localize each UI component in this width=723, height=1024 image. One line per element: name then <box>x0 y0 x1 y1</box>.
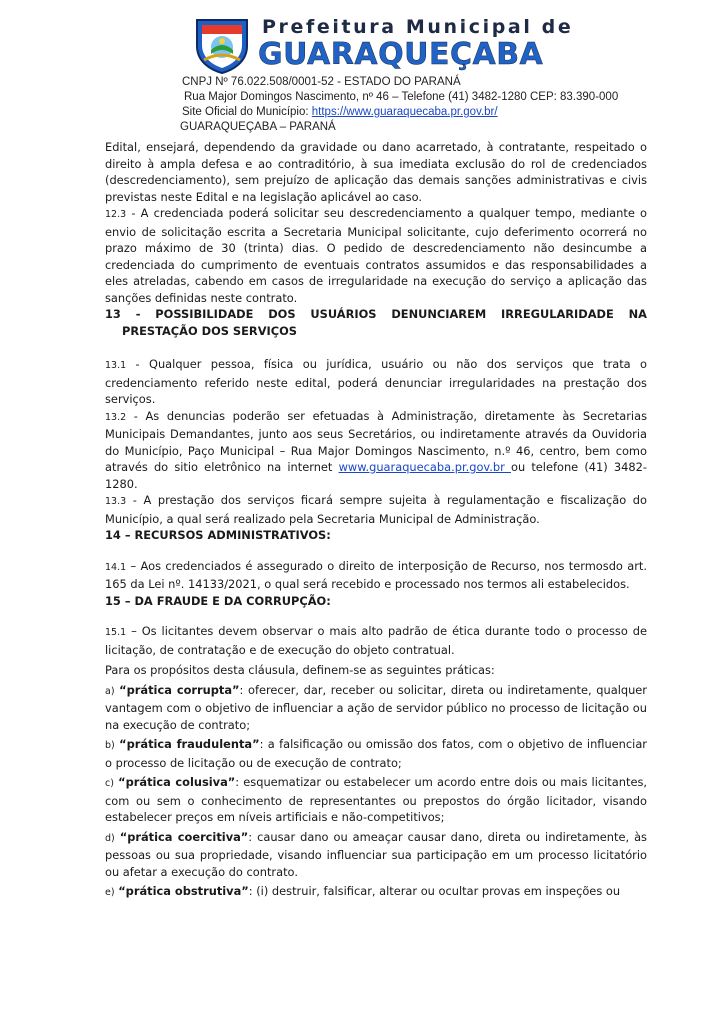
paragraph-13-2 <box>105 408 647 493</box>
section-heading-15: 15 – DA FRAUDE E DA CORRUPÇÃO: <box>105 593 331 608</box>
paragraph-12-3 <box>105 205 647 306</box>
item-text: : (i) destruir, falsificar, alterar ou ocultar provas em inspeções ou <box>248 884 621 898</box>
municipal-website-link[interactable]: www.guaraquecaba.pr.gov.br <box>338 460 511 474</box>
paragraph-14-1 <box>105 558 647 593</box>
item-letter: d) <box>105 832 115 844</box>
header-site-label: Site Oficial do Município: <box>182 106 312 118</box>
paragraph-15-1 <box>105 623 647 658</box>
header-title-line1: Prefeitura Municipal de <box>262 16 574 38</box>
list-item <box>105 883 647 902</box>
clause-number: 13.2 <box>105 411 127 423</box>
item-text: : causar dano ou ameaçar causar dano, direta ou indiretamente, às pessoas ou sua propriedade, visando influenciar sua participação em um processo licitatório ou afetar a execução do contrato. <box>105 829 647 879</box>
clause-text-tail: ou telefone (41) 3482- 1280. <box>105 460 647 491</box>
item-text: : esquematizar ou estabelecer um acordo entre dois ou mais licitantes, com ou sem o conhecimento de representantes ou prepostos do órgão licitador, visando estabelecer preços em níveis artificiais e não-competitivos; <box>105 775 648 824</box>
clause-text: - Qualquer pessoa, física ou jurídica, usuário ou não dos serviços que trata o credenciamento referido neste edital, poderá denunciar irregularidades na prestação dos serviços. <box>105 357 647 406</box>
header-address: Rua Major Domingos Nascimento, nº 46 – Telefone (41) 3482-1280 CEP: 83.390-000 <box>184 91 619 103</box>
clause-text: - A prestação dos serviços ficará sempre sujeita à regulamentação e fiscalização do Município, a qual será realizado pela Secretaria Municipal de Administração. <box>105 493 647 526</box>
header-site-link[interactable]: https://www.guaraquecaba.pr.gov.br/ <box>311 106 498 118</box>
section-heading-14: 14 – RECURSOS ADMINISTRATIVOS: <box>105 528 331 542</box>
letterhead <box>0 0 723 140</box>
clause-number: 13.3 <box>105 496 127 507</box>
header-title-line2: GUARAQUEÇABA <box>258 37 544 72</box>
document-body <box>105 139 647 902</box>
list-item <box>105 736 647 771</box>
header-city: GUARAQUEÇABA – PARANÁ <box>180 121 336 133</box>
municipal-crest-icon <box>193 16 251 74</box>
item-term: “prática obstrutiva” <box>118 884 249 898</box>
item-term: “prática fraudulenta” <box>119 737 260 751</box>
clause-number: 13.1 <box>105 360 127 371</box>
list-item <box>105 682 647 734</box>
clause-number: 15.1 <box>105 627 127 638</box>
section-heading-13: 13 - POSSIBILIDADE DOS USUÁRIOS DENUNCIAREM IRREGULARIDADE NA PRESTAÇÃO DOS SERVIÇOS <box>105 307 647 338</box>
list-item <box>105 829 647 881</box>
clause-number: 12.3 <box>105 209 127 220</box>
paragraph-continuation: Edital, ensejará, dependendo da gravidade ou dano acarretado, à contratante, respeitado o direito à ampla defesa e ao contraditório, à sua imediata exclusão do rol de credenciados (descredenciamento), sem prejuízo de aplicação das demais sanções administrativas e civis previstas neste Edital e na legislação aplicável ao caso. <box>105 140 647 204</box>
item-text: : a falsificação ou omissão dos fatos, com o objetivo de influenciar o processo de licitação ou de execução de contrato; <box>105 737 647 770</box>
clause-text: - A credenciada poderá solicitar seu descredenciamento a qualquer tempo, mediante o envio de solicitação escrita a Secretaria Municipal solicitante, cujo deferimento ocorrerá no prazo máximo de 30 (trinta) dias. O pedido de descredenciamento não desincumbe a credenciada do cumprimento de eventuais contratos assumidos e das responsabilidades a eles atreladas, cabendo em casos de irregularidade na execução do serviço a aplicação das sanções definidas neste contrato. <box>105 206 647 305</box>
item-letter: c) <box>105 778 114 789</box>
item-letter: e) <box>105 887 115 898</box>
clause-number: 14.1 <box>105 561 127 573</box>
item-letter: a) <box>105 685 115 697</box>
item-term: “prática coercitiva” <box>119 829 249 844</box>
clause-text: – Aos credenciados é assegurado o direito de interposição de Recurso, nos termosdo art. 165 da Lei nº. 14133/2021, o qual será recebido e processado nos termos ali estabelecidos. <box>105 558 647 591</box>
item-term: “prática corrupta” <box>119 682 240 697</box>
paragraph-13-1 <box>105 356 647 408</box>
header-site <box>182 106 498 118</box>
clause-text: – Os licitantes devem observar o mais alto padrão de ética durante todo o processo de licitação, de contratação e de execução do objeto contratual. <box>105 624 647 657</box>
clause-text: - As denuncias poderão ser efetuadas à Administração, diretamente às Secretarias Municipais Demandantes, junto aos seus Secretários, ou indiretamente através da Ouvidoria do Município, Paço Municipal – Rua Major Domingos Nascimento, n.º 46, centro, bem como através do sitio eletrônico na internet <box>105 408 647 474</box>
item-term: “prática colusiva” <box>118 775 236 789</box>
header-cnpj: CNPJ Nº 76.022.508/0001-52 - ESTADO DO PARANÁ <box>182 76 461 88</box>
list-item <box>105 774 647 826</box>
item-letter: b) <box>105 740 115 751</box>
item-text: : oferecer, dar, receber ou solicitar, direta ou indiretamente, qualquer vantagem com o objetivo de influenciar a ação de servidor público no processo de licitação ou na execução de contrato; <box>105 682 647 732</box>
paragraph-13-3 <box>105 492 647 527</box>
paragraph-15-intro: Para os propósitos desta cláusula, definem-se as seguintes práticas: <box>105 663 495 677</box>
